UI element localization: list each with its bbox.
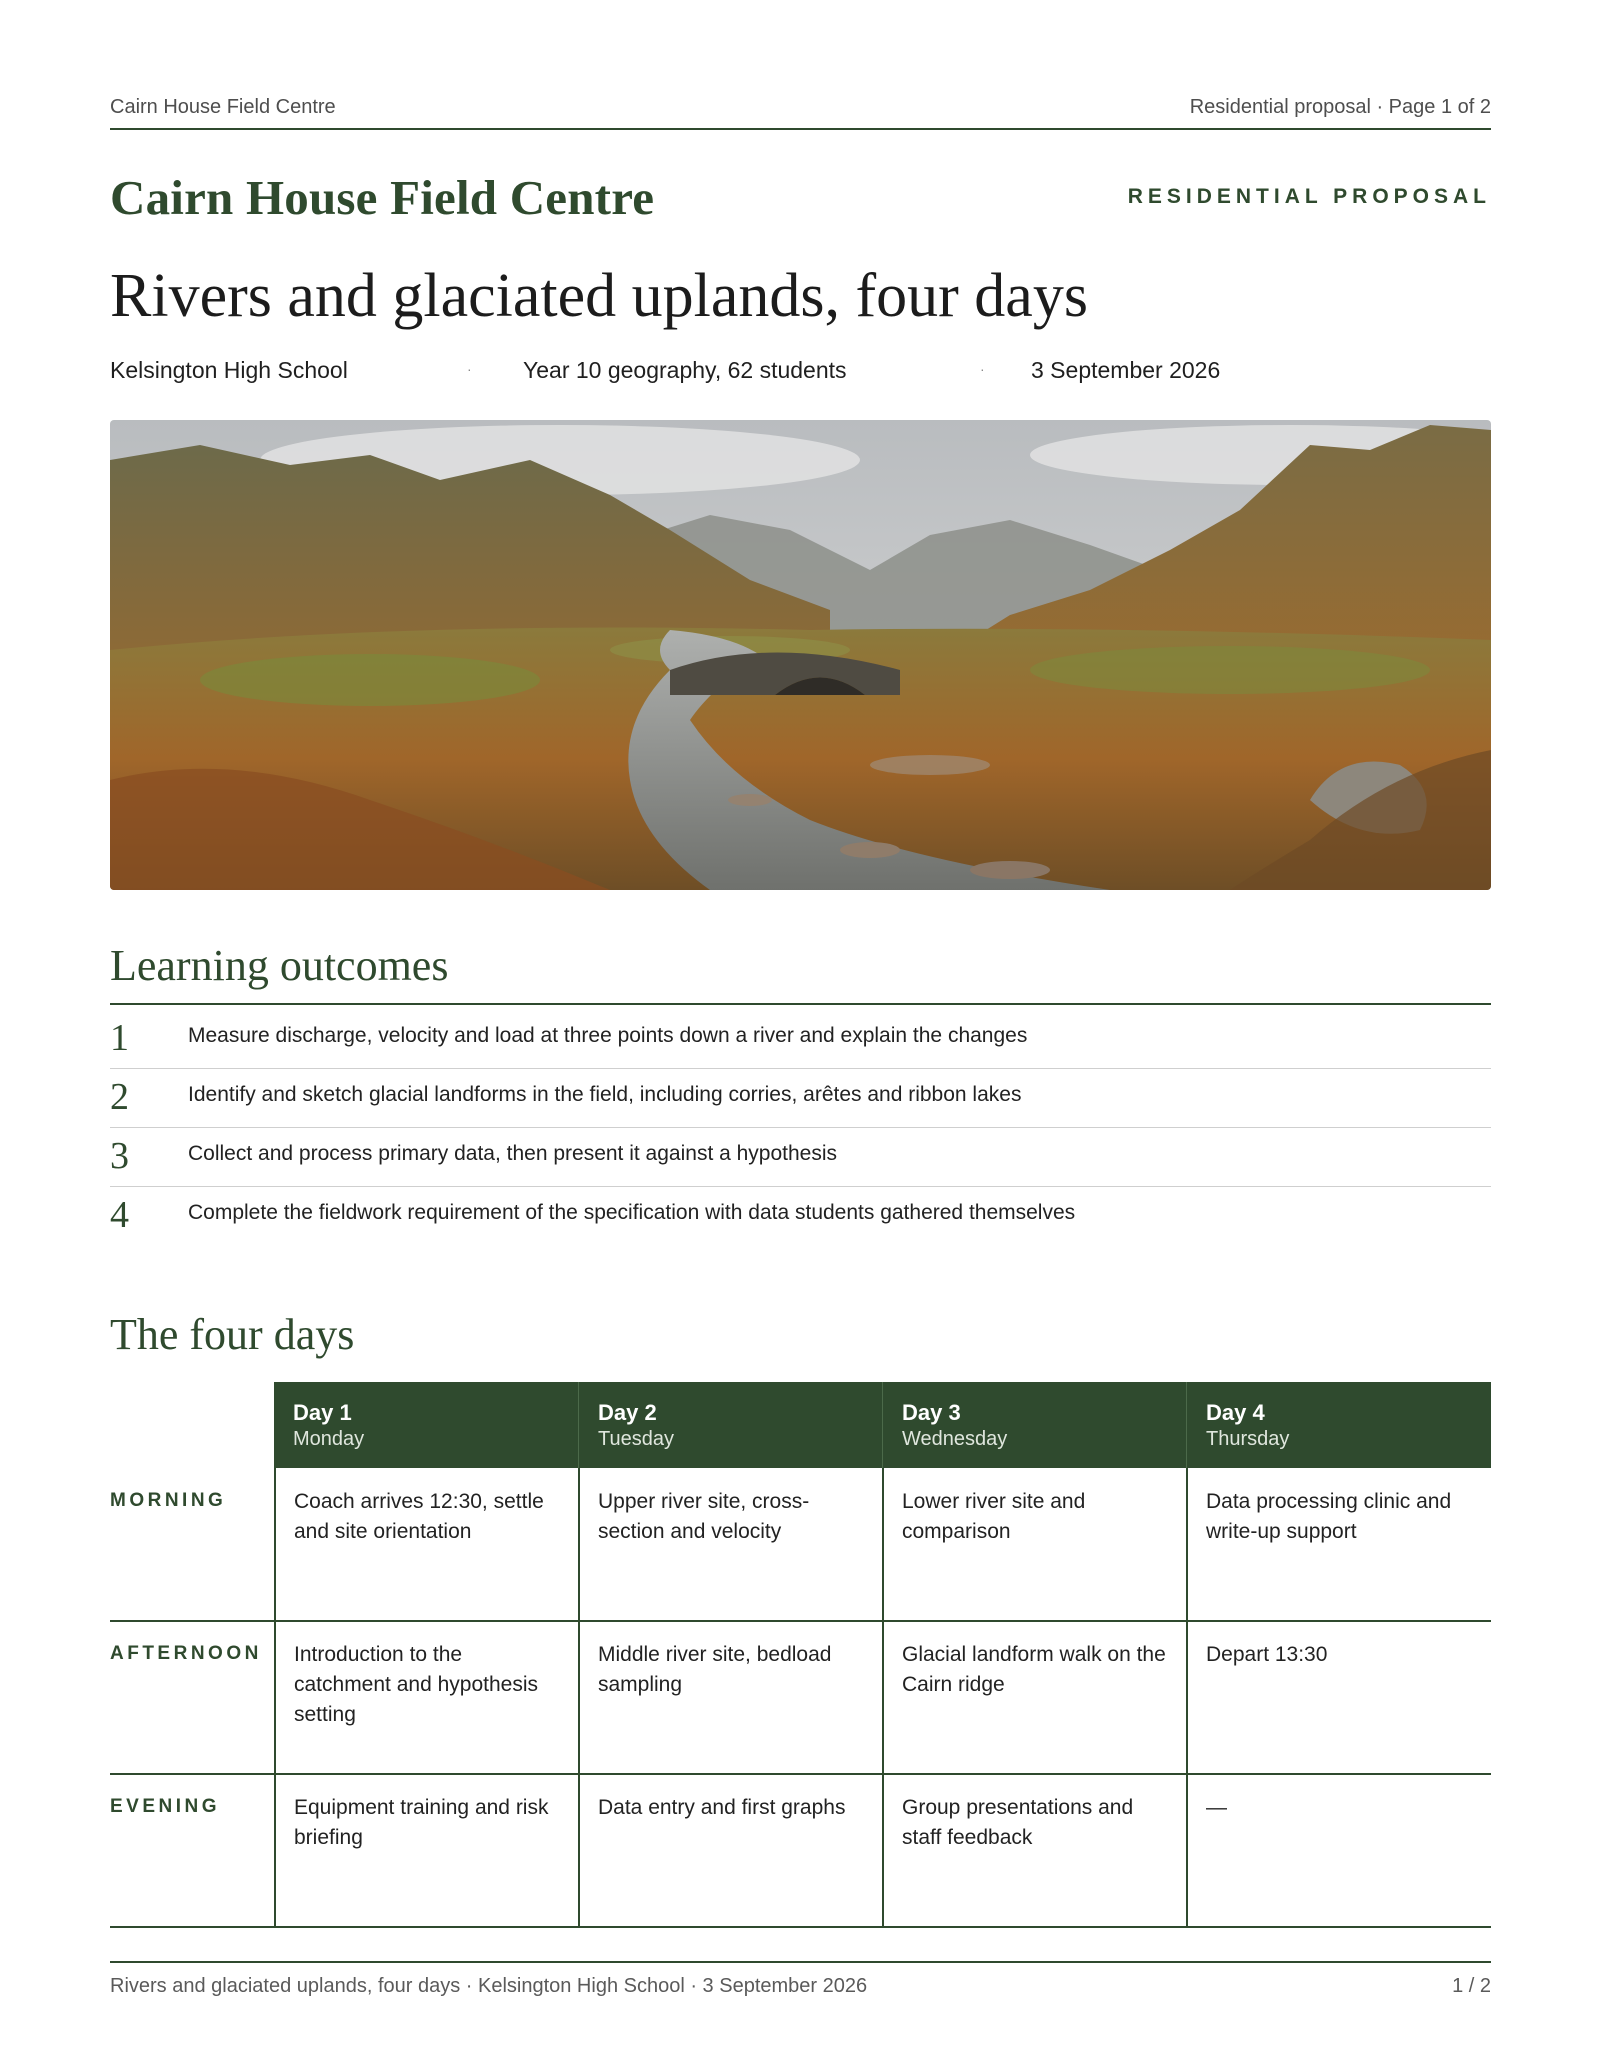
schedule-cell: Introduction to the catchment and hypothesis setting [294,1643,538,1726]
running-header-left: Cairn House Field Centre [110,95,336,118]
outcome-number: 4 [110,1194,129,1236]
outcome-number: 1 [110,1017,129,1059]
meta-cohort: Year 10 geography, 62 students [523,357,847,383]
footer-rule [110,1961,1491,1963]
document-type-label: RESIDENTIAL PROPOSAL [1127,185,1491,208]
schedule-cell: Coach arrives 12:30, settle and site orientation [294,1490,544,1543]
day-header [882,1382,1187,1468]
section-rule [110,1003,1491,1005]
column-divider [1186,1468,1188,1928]
outcome-text: Complete the fieldwork requirement of the specification with data students gathered themselves [188,1201,1076,1224]
outcome-number: 3 [110,1135,129,1177]
hero-image [110,420,1491,890]
row-label-afternoon: AFTERNOON [110,1643,262,1664]
meta-separator: · [980,361,985,377]
day-number: Day 2 [598,1400,657,1425]
row-divider [110,1926,1491,1928]
column-divider [578,1468,580,1928]
day-weekday: Wednesday [902,1428,1008,1450]
outcome-text: Collect and process primary data, then present it against a hypothesis [188,1142,838,1165]
schedule-cell: Group presentations and staff feedback [902,1796,1134,1849]
page-number: 1 / 2 [1452,1975,1491,1997]
day-weekday: Tuesday [598,1428,674,1450]
schedule-cell: Lower river site and comparison [902,1490,1086,1543]
outcome-text: Measure discharge, velocity and load at three points down a river and explain the changes [188,1024,1028,1047]
schedule-cell: Middle river site, bedload sampling [598,1643,832,1696]
meta-separator: · [467,361,472,377]
day-weekday: Thursday [1206,1428,1290,1450]
column-divider [882,1468,884,1928]
section-title-outcomes: Learning outcomes [110,941,449,990]
section-title-schedule: The four days [110,1310,355,1359]
schedule-table [110,1382,1491,1928]
running-footer [110,1975,1491,1998]
row-divider [110,1620,1491,1622]
outcomes-list [110,1010,1491,1245]
meta-school: Kelsington High School [110,357,348,383]
day-number: Day 4 [1206,1400,1265,1425]
meta-line [110,357,1491,389]
running-header-right: Residential proposal · Page 1 of 2 [1189,95,1491,118]
schedule-cell: Data entry and first graphs [598,1796,846,1819]
day-header [274,1382,578,1468]
column-divider [274,1382,276,1928]
day-number: Day 3 [902,1400,961,1425]
row-label-morning: MORNING [110,1490,227,1511]
landscape-illustration [110,420,1491,890]
proposal-page [110,0,1491,2071]
row-divider [110,1773,1491,1775]
list-item [110,1010,1491,1069]
masthead [110,162,1491,232]
page-title: Rivers and glaciated uplands, four days [110,262,1088,330]
footer-left: Rivers and glaciated uplands, four days · Kelsington High School · 3 September 2026 [110,1975,868,1997]
schedule-cell: Upper river site, cross-section and velocity [598,1490,810,1543]
running-header [110,92,1491,130]
day-header [1186,1382,1492,1468]
brand-name: Cairn House Field Centre [110,169,655,225]
outcome-number: 2 [110,1076,129,1118]
schedule-cell: — [1206,1796,1227,1819]
row-label-evening: EVENING [110,1796,221,1817]
schedule-cell: Depart 13:30 [1206,1643,1328,1666]
list-item [110,1187,1491,1245]
schedule-cell: Equipment training and risk briefing [294,1796,549,1849]
meta-date: 3 September 2026 [1031,357,1221,383]
outcome-text: Identify and sketch glacial landforms in the field, including corries, arêtes and ribbon lakes [188,1083,1022,1106]
day-header [578,1382,883,1468]
schedule-cell: Data processing clinic and write-up support [1206,1490,1452,1543]
day-weekday: Monday [293,1428,365,1450]
list-item [110,1069,1491,1128]
schedule-cell: Glacial landform walk on the Cairn ridge [902,1643,1166,1696]
day-number: Day 1 [293,1400,352,1425]
list-item [110,1128,1491,1187]
